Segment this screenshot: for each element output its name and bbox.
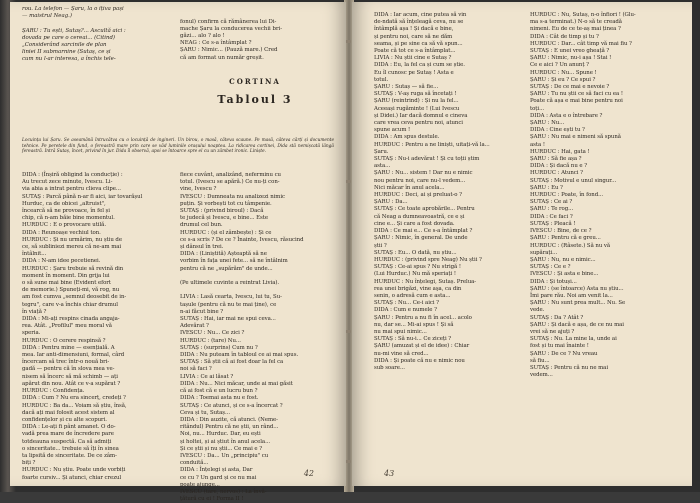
right-column-1 [374,12,520,372]
page-number: 42 [303,469,314,478]
left-top-text: rou. La telefon — Șaru, la o ițiva pași — maistrul Neag.) ȘARU : Tu ești, Sutaș?... Ascultă aici : dovada pe care o cereai... (Citind) „Considerând sarcinile de plan liniei II submarnine (Sutaș, ce și cum nu l-ar interesa, a închis tele- [22,6,126,63]
right-column-1-text: DIDA : Iar acum, cine putea să vin de-ndată să înțeleagă ceva, nu se întâmplă așa ! Și dacă e bine, și pentru noi, care să ne dăm seama, și pe sine ca să vă spun... Poate că tot ce s-a întâmplat... LIVIA : Nu știi cine e Sutaș ? DIDA : Eu, la fel ca și cum se știe. Eu îl cunosc pe Sutaș ! Asta e totul. ȘARU : Sutaș — să fie... SUTAȘ : V-aș ruga să încetați ! ȘARU (reintrind) : Și nu la fel... Aceeași rugăminte ! (Lui Ivescu și Didei.) Iar dacă domnul e cineva care vrea ceva pentru noi, atunci spune acum ! DIDA : Am spus destule. HURDUC : Pentru a ne liniști, uitați-vă la... Șaru. SUTAȘ : Nu-i adevărat ! Și cu toții știm asta... ȘARU : Nu... sistem ! Dar nu e nimic nou pentru noi, care nu-l vedem... Nici măcar în anul acela... HURDUC : Deci, ai și preluat-o ? ȘARU : Da... SUTAȘ : Ce toate aprobările... Pentru că Neag a dumneavoastră, ce e și cine e... Și care a fost dovada. DIDA : Ce mai e... Ce s-a întâmplat ? ȘARU : Nimic, în general. De unde știi ? SUTAȘ : Eu... O dată, nu știu... HURDUC : (privind spre Neag) Nu știi ? SUTAȘ : Ce-ai spus ? Nu strigă ! (Lui Hurduc.) Nu mă speriați ! HURDUC : Nu înțelegi, Sutaș. Prelua- rea unei brigăzi, vine aşa, ca din senin, o adresă cum e asta... SUTAȘ : Nu... Ce-i aici ? DIDA : Cum e numele ? ȘARU : Pentru a nu fi în acel... acolo nu, dar se... Mi-ai spus ! Și să nu mai spui nimic... SUTAȘ : Să nu-i... Ce ziceți ? ȘARU (amuzat și el de idee) : Chiar nu-mi vine să cred... DIDA : Și poate că nu e nimic nou sub soare... [374,12,490,371]
left-top-right-text [180,6,330,112]
page-number: 43 [384,469,395,478]
left-column-1-text: DIDA : (Înșiră obligind la conducție) : Au trecut zece minute, Ivescu. Li- via abia a intrat pentru clieva clipe... SUTAȘ : Parcă până n-ar fi aici, iar tovarășul Hurduc, ca de obicei „altruist", încearcă să ne provoace, în fel și chip, că n-am băie bine momentul. HURDUC : E o provocare utilă. DIDA : Reunoașe vechiul ton. HURDUC : Și nu urmărim, nu știu de ce, să subliniezi mereu că ne-am mai întâlnit... DIDA : N-am idee pecetienei. HURDUC : Șaru trebuie să revină din moment în moment. Din grija lui o să sune mai bine (Evident efort de memorie.) Spuneți-mi, vă rog, nu am fost cumva „semnul deosebit de in- tegru", care v-a închis chiar drumul în viață ? DIDA : Mi-ați respins cinada angaja- rea. Atât. „Profilul" meu moral vă speria. HURDUC : O cerere respinsă ? DIDA : Pentru mine — esențială. A mea. Iar anti-dimensiuni, formal, cârd încercam să trec într-o nouă bri- gadă — pentru că în slova mea ve- nisem să încerc să mă schimb — ați apărut din nou. Atât ce v-a supărat ? HURDUC : Confidența. DIDA : Cum ? Nu era sincerț, credeți ? HURDUC : Ba da... Voiam să știu, însă, dacă ați mai folosit acest sistem al confidențelor și cu alte scopuri. DIDA : Le-ați fi pânt amanet. O do- vadă prea mare de încredere pare totdeauna suspectă. Ca să admiți o sinceritate... trebuie să îți în sinea ta lipsită de sinceritate. De ce zâm- biți ? HURDUC : Nu știu. Poate unde vorbiți foarte cursiv... Și atunci, chiar crezul [22,172,143,481]
right-column-2 [530,12,676,379]
left-column-2-text: fiece cuvânt, analizând, neferminu cu totul. (Ivescu se apără.) Ce nu-ți con- vine, Ivescu ? IVESCU : Dumneata nu analizezi nimic puțin. Și vorbești tot cu tâmpenie. SUTAȘ : (privind biroul) : Dacă te judecă și Ivescu, e bine... Este drumul cel bun. HURDUC : (și el zâmbește) : Și ce ce s-a scris ? De ce ? Înainte, Ivescu, răsucind și dânsul în trei. DIDA : (Liniștită) Așteaptă să ne vorbim în fața unei fete... să ne întâlnim pentru că ne „supărăm" de unde... (Pe ultimele cuvinte a reintrat Livia). LIVIA : Lasă cearta, Ivescu, lui tu, Su- tașule (pentru că nu te mai ține), ce n-ai făcut bine ? SUTAȘ : Hai, iar mai ne spui ceva... Adevărat ? IVESCU : Nu... Ce zici ? HURDUC : (tare) Nu... SUTAȘ : (surprins) Cum nu ? DIDA : Nu puteam în tabloul ce ai mai spus. SUTAȘ : Să știi că ai fost doar la fel ca noi să faci ? LIVIA : Ce ai lăsat ? DIDA : Nu... Nici măcar, unde ai mai găsit că ai fost că e un lucru bun ? DIDA : Toemai asta nu e fost. SUTAȘ : Ce atunci, și ce s-a încercat ? Ceva și tu, Sutaș... DIDA : Din auzite, că atunci. (Neme- ritândul) Pentru că ne știi, un rând... Noi, nu... Hurduc. Dar, eu ești și holtei, și ai știut în anul acela... Și ce știi și nu știi... Ce mai e ? IVESCU : Da... Un „principiu" cu conduită... DIDA : Înțelegi și asta, Dar ce cu ? Un gard și ce nu mai poate ajunge... IVESCU (tare, nervos) : La învă- țătură cu ei ! Forma II ! [180,172,304,503]
stage-direction: Locuința lui Șaru. Se aseamănă întrucâtva cu o locuință de ingineri. Un birou, o masă, câteva scaune. Pe masă, câteva cărți și documente tehnice. Pe peretele din fund, o fereastră mare prin care se văd luminile orașului noaptea. La ridicarea cortinei, Dida stă nemișcată lângă fereastră. Intră Sutaș, încet, privind în jur. Dida îl observă, apoi se întoarce spre el cu un zâmbet ironic. Liniște. [22,138,334,155]
left-top-right-paragraph: fonul) confirm că rămânerea lui Di- mache Șaru la conducerea vechii bri- găzi... alo ? alo ! NEAG : Ce s-a întâmplat ? ȘARU : Nimic... (Pauză mare.) Cred că am format un număr greșit. [180,18,283,61]
left-column-2 [180,172,326,503]
scene-heading: Tabloul 3 [217,92,293,106]
cortina-heading: CORTINA [229,77,281,87]
right-page [352,2,692,486]
left-column-1 [22,172,168,482]
left-page [10,2,346,503]
right-column-2-text: HURDUC : Nu, Sutaș, n-o înfiori ! (Glu- ma s-a terminat.) N-o să te creadă nimeni. Eu de ce te-aș mai ținea ? DIDA : Cât de timp și tu ? HURDUC : Dar... cât timp vă mai fiu ? SUTAȘ : E unei vreo gheață ? ȘARU : Nimic, nu-i așa ! Stai ! Ce e aici ? Un anunț ? HURDUC : Nu... Spune ! ȘARU : Și eu ? Ce spui ? SUTAȘ : De ce mai e nevoie ? ȘARU : Tu nu știi ce să faci cu ea ! Poate că așa e mai bine pentru noi toți... DIDA : Asta e o întrebare ? ȘARU : Nu... DIDA : Cine ești tu ? ȘARU : Nu mai e nimeni să spună asta ! HURDUC : Hai, gata ! ȘARU : Să fie așa ? DIDA : Și dacă nu e ? HURDUC : Atunci ? SUTAȘ : Motivul e unul singur... ȘARU : Eu ? HURDUC : Poate, în fond... SUTAȘ : Ce ai ? ȘARU : Te rog... DIDA : Ce faci ? SUTAȘ : Pleacă ! IVESCU : Bine, de ce ? ȘARU : Pentru că e greu... HURDUC : (Râsete.) Să nu vă supărați... ȘARU : Nu, nu e nimic... SUTAȘ : Ce e ? IVESCU : Și asta e bine... DIDA : Și totuși... ȘARU : (se întoarce) Asta nu știu... Îmi pare rău. Noi am venit la... ȘARU : Nu sunt prea mult... Nu. Se vede. SUTAȘ : Da ? Atât ? ȘARU : Și dacă e așa, de ce nu mai vrei să ne ajuți ? SUTAȘ : Nu. La mine la, unde ai fost și tu mai înainte ! ȘARU : De ce ? Nu vreau să fiu... SUTAȘ : Pentru că nu ne mai vedem... [530,12,636,379]
